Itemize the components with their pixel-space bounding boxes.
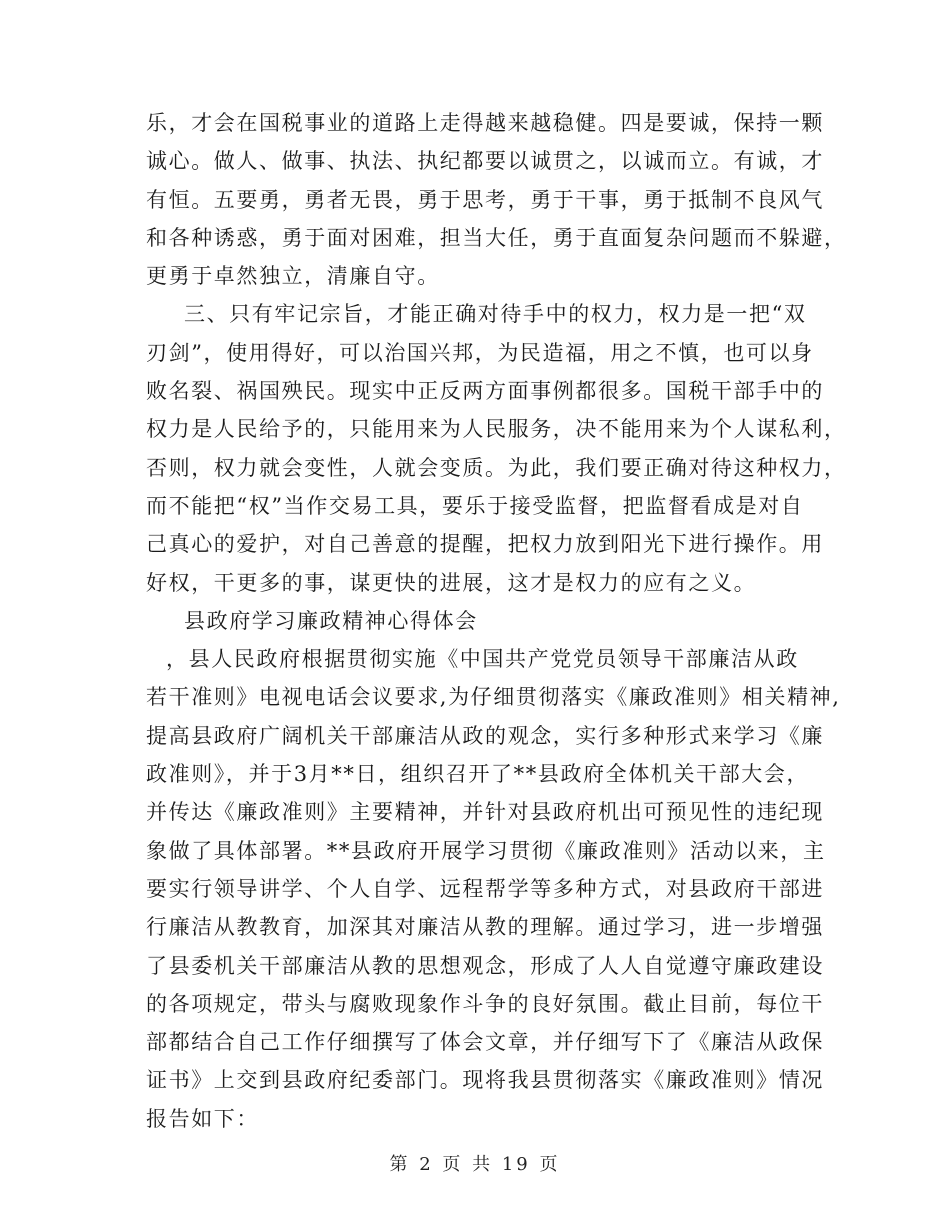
text-line: 行廉洁从教教育，加深其对廉洁从教的理解。通过学习，进一步增强: [146, 915, 824, 940]
text-line: 的各项规定，带头与腐败现象作斗争的良好氛围。截止目前，每位干: [146, 991, 824, 1016]
text-line: 若干准则》电视电话会议要求,为仔细贯彻落实《廉政准则》相关精神,: [146, 685, 841, 710]
text-line: 权力是人民给予的，只能用来为人民服务，决不能用来为个人谋私利，: [146, 417, 847, 442]
text-line: 并传达《廉政准则》主要精神，并针对县政府机出可预见性的违纪现: [146, 800, 824, 825]
text-line: 政准则》，并于3月**日，组织召开了**县政府全体机关干部大会，: [146, 762, 810, 787]
text-line: 有恒。五要勇，勇者无畏，勇于思考，勇于干事，勇于抵制不良风气: [146, 187, 824, 212]
text-line: 报告如下：: [146, 1106, 259, 1131]
text-line: 否则，权力就会变性，人就会变质。为此，我们要正确对待这种权力，: [146, 455, 847, 480]
paragraph-start-line: ，县人民政府根据贯彻实施《中国共产党党员领导干部廉洁从政: [166, 647, 799, 672]
text-line: 败名裂、祸国殃民。现实中正反两方面事例都很多。国税干部手中的: [146, 379, 824, 404]
text-line: 和各种诱惑，勇于面对困难，担当大任，勇于直面复杂问题而不躲避，: [146, 225, 847, 250]
text-line: 乐，才会在国税事业的道路上走得越来越稳健。四是要诚，保持一颗: [146, 111, 824, 135]
text-line: 了县委机关干部廉洁从教的思想观念，形成了人人自觉遵守廉政建设: [146, 953, 824, 978]
text-line: 刃剑”，使用得好，可以治国兴邦，为民造福，用之不慎，也可以身: [146, 340, 814, 365]
text-line: 己真心的爱护，对自己善意的提醒，把权力放到阳光下进行操作。用: [146, 532, 824, 557]
text-line: 而不能把“权”当作交易工具，要乐于接受监督，把监督看成是对自: [146, 493, 804, 518]
page-number-footer: 第 2 页 共 19 页: [389, 1154, 561, 1175]
body-text: [146, 104, 847, 1138]
text-line: 好权，干更多的事，谋更快的进展，这才是权力的应有之义。: [146, 570, 757, 595]
text-line: 提高县政府广阔机关干部廉洁从政的观念，实行多种形式来学习《廉: [146, 723, 824, 748]
text-line: 要实行领导讲学、个人自学、远程帮学等多种方式，对县政府干部进: [146, 876, 824, 901]
section-title: 县政府学习廉政精神心得体会: [184, 608, 478, 633]
text-line: 诚心。做人、做事、执法、执纪都要以诚贯之，以诚而立。有诚，才: [146, 149, 824, 174]
paragraph-start-line: 三、只有牢记宗旨，才能正确对待手中的权力，权力是一把“双: [184, 302, 807, 327]
text-line: 象做了具体部署。**县政府开展学习贯彻《廉政准则》活动以来，主: [146, 838, 826, 863]
text-line: 更勇于卓然独立，清廉自守。: [146, 264, 440, 289]
text-line: 部都结合自己工作仔细撰写了体会文章，并仔细写下了《廉洁从政保: [146, 1030, 824, 1055]
text-line: 证书》上交到县政府纪委部门。现将我县贯彻落实《廉政准则》情况: [146, 1068, 824, 1093]
